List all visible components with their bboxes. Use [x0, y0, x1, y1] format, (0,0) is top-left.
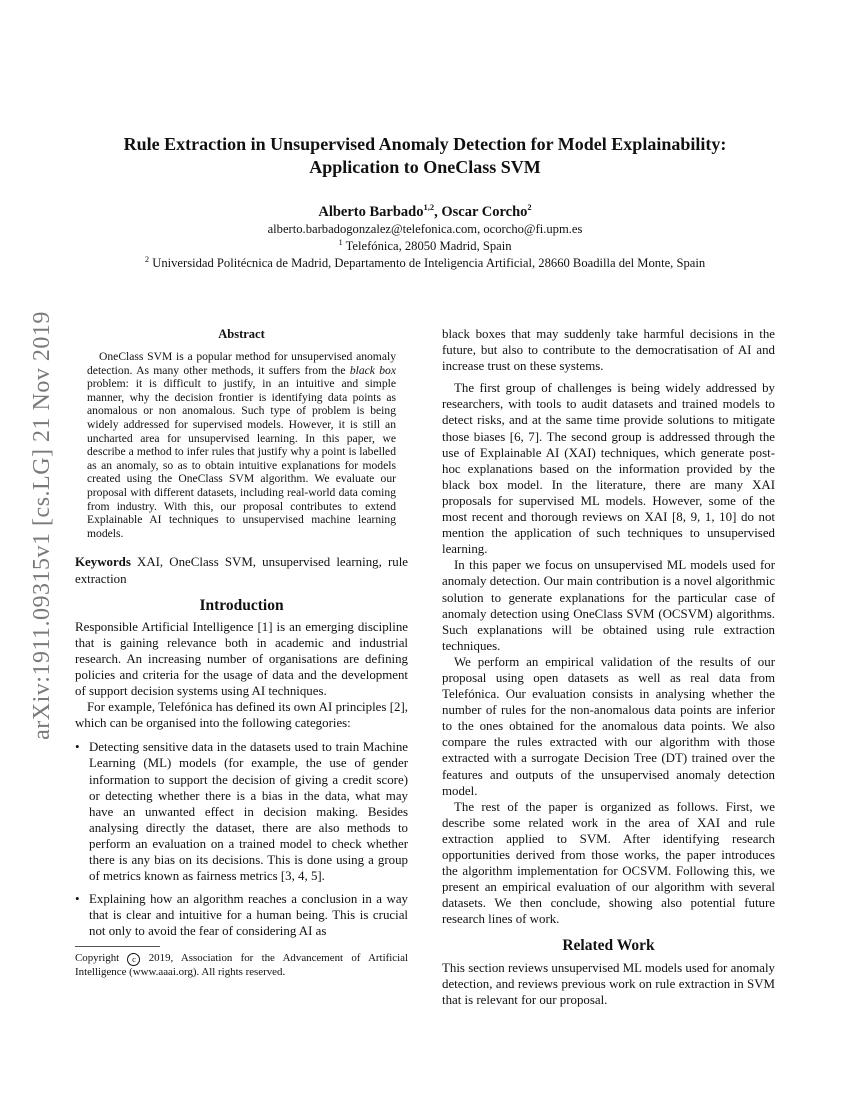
paper-header — [75, 133, 775, 272]
principles-list — [75, 739, 408, 939]
keywords: Keywords XAI, OneClass SVM, unsupervised learning, rule extraction — [75, 555, 408, 586]
left-column — [75, 326, 408, 980]
copyright-icon: c — [127, 953, 140, 966]
author-name: Alberto Barbado — [318, 204, 424, 220]
affiliation-2: $^2$ Universidad Politécnica de Madrid, Departamento de Inteligencia Artificial, 28660 Boadilla del Monte, Spain — [144, 253, 706, 270]
author-affiliation-mark: 2 — [527, 202, 532, 213]
arxiv-identifier: arXiv:1911.09315v1 [cs.LG] 21 Nov 2019 — [28, 310, 55, 740]
author-name: Oscar Corcho — [441, 204, 528, 220]
paper-title: Rule Extraction in Unsupervised Anomaly Detection for Model Explainability: Application to OneClass SVM — [123, 134, 727, 177]
right-column — [442, 326, 775, 1008]
paragraph: The first group of challenges is being widely addressed by researchers, with tools to audit datasets and trained models to detect risks, and at the same time provide solutions to mitigate those biases [6, 7]. The second group is addressed through the use of Explainable AI (XAI) techniques, which generate post-hoc explanations based on the information provided by the black box model. In the literature, there are many XAI proposals for supervised ML models. However, some of the most recent and thorough reviews on XAI [8, 9, 1, 10] do not mention the application of such techniques to unsupervised learning. — [442, 381, 775, 557]
arxiv-side-stamp — [22, 290, 62, 760]
author-emails: alberto.barbadogonzalez@telefonica.com, ocorcho@fi.upm.es — [267, 222, 583, 236]
related-work-heading: Related Work — [562, 937, 655, 955]
copyright-notice: Copyright c 2019, Association for the Advancement of Artificial Intelligence (www.aaai.org). All rights reserved. — [75, 952, 408, 979]
paragraph: The rest of the paper is organized as follows. First, we describe some related work in the area of XAI and rule extraction applied to SVM. After identifying research opportunities derived from those works, the paper introduces the algorithm implementation for OCSVM. Following this, we present an empirical evaluation of our algorithm with several datasets. We then conclude, showing also potential future research lines of work. — [442, 799, 775, 927]
paragraph: We perform an empirical validation of the results of our proposal using open datasets as well as real data from Telefónica. Our evaluation consists in analysing whether the number of rules for the non-anomalous data points are inferior to the ones obtained for the anomalous data points. We also compare the rules extracted with our algorithm with those extracted with a surrogate Decision Tree (DT) trained over the features and outputs of the unsupervised anomaly detection model. — [442, 654, 775, 798]
paragraph: In this paper we focus on unsupervised ML models used for anomaly detection. Our main contribution is a novel algorithmic solution to generate explanations for the particular case of anomaly detection using OneClass SVM (OCSVM) algorithms. Such explanations will be obtained using rule extraction techniques. — [442, 558, 775, 653]
paragraph: For example, Telefónica has defined its own AI principles [2], which can be organised into the following categories: — [75, 700, 408, 731]
abstract-heading: Abstract — [218, 327, 265, 341]
footnote-rule — [75, 946, 160, 947]
paragraph: Responsible Artificial Intelligence [1] is an emerging discipline that is gaining relevance both in academic and industrial research. An increasing number of organisations are defining policies and criteria for the usage of data and the development of support decision systems using AI techniques. — [75, 619, 408, 699]
author-affiliation-mark: 1,2 — [423, 202, 435, 213]
paragraph: black boxes that may suddenly take harmful decisions in the future, but also to contribute to the democratisation of AI and increase trust on these systems. — [442, 327, 775, 374]
author-list: Alberto Barbado$^{1,2}$, Oscar Corcho$^2$ — [318, 202, 532, 220]
paragraph: This section reviews unsupervised ML models used for anomaly detection, and reviews previous work on rule extraction in SVM that is relevant for our proposal. — [442, 960, 775, 1007]
introduction-heading: Introduction — [199, 596, 284, 614]
abstract-text: OneClass SVM is a popular method for unsupervised anomaly detection. As many other methods, it suffers from the black box problem: it is difficult to justify, in an intuitive and simple manner, why the decision frontier is identifying data points as anomalous or non anomalous. Such type of problem is being widely addressed for supervised models. However, it is still an uncharted area for unsupervised learning. In this paper, we describe a method to infer rules that justify why a point is labelled as an anomaly, so as to obtain intuitive explanations for models created using the OneClass SVM algorithm. We evaluate our proposal with different datasets, including real-world data coming from industry. With this, our proposal contributes to extend Explainable AI techniques to unsupervised machine learning models. — [87, 350, 397, 540]
list-item: • Detecting sensitive data in the datasets used to train Machine Learning (ML) models (for example, the use of gender information to support the decision of giving a credit score) or detecting whether there is a bias in the data, what may have an unwanted effect in decision making. Besides analysing directly the dataset, there are also methods to perform an evaluation on a trained model to check whether there is any bias on its decisions. This is done using a group of metrics known as fairness metrics [3, 4, 5]. — [75, 739, 408, 884]
list-item: • Explaining how an algorithm reaches a conclusion in a way that is clear and intuitive for a human being. This is crucial not only to avoid the fear of considering AI as — [75, 891, 408, 939]
affiliation-1: $^1$ Telefónica, 28050 Madrid, Spain — [338, 236, 512, 253]
